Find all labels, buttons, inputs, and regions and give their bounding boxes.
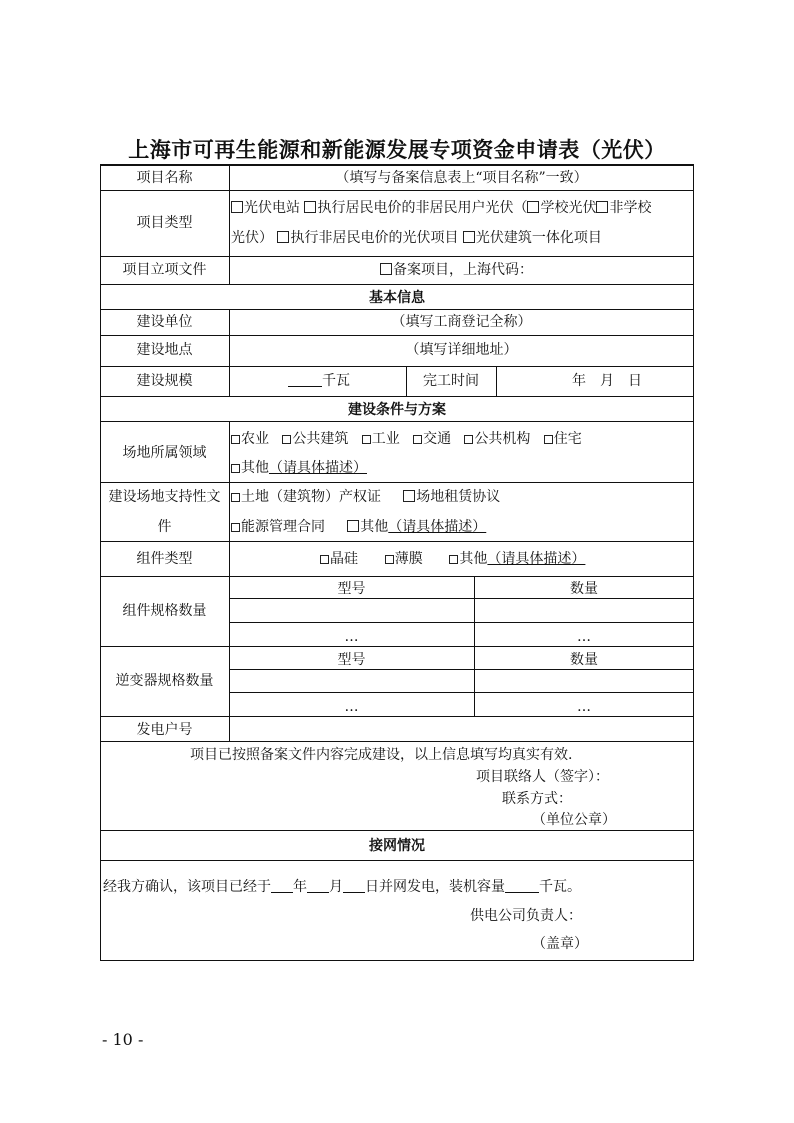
- site-domain-label: 场地所属领域: [122, 445, 207, 461]
- build-site-field[interactable]: （填写详细地址）: [405, 342, 518, 358]
- row-divider: [229, 598, 694, 599]
- checkbox[interactable]: [596, 201, 608, 213]
- row-divider: [100, 366, 694, 367]
- module-type-label: 组件类型: [136, 551, 193, 567]
- module-ellipsis-quantity: …: [577, 629, 591, 645]
- project-type-label: 项目类型: [136, 215, 193, 231]
- project-file-field[interactable]: 备案项目，上海代码：: [380, 261, 533, 279]
- checkbox[interactable]: [304, 201, 316, 213]
- module-ellipsis-model: …: [344, 629, 359, 645]
- inverter-ellipsis-model: …: [344, 699, 359, 715]
- build-scale-label: 建设规模: [136, 373, 193, 389]
- declaration-text: 项目已按照备案文件内容完成建设，以上信息填写均真实有效.: [190, 747, 573, 763]
- row-divider: [229, 669, 694, 670]
- contact-method: 联系方式：: [502, 791, 572, 807]
- table-top-border: [100, 164, 694, 166]
- row-divider: [100, 860, 694, 861]
- checkbox[interactable]: [544, 435, 553, 444]
- row-divider: [100, 335, 694, 336]
- row-divider: [229, 692, 694, 693]
- grid-stamp: （盖章）: [532, 936, 588, 952]
- checkbox[interactable]: [231, 464, 240, 473]
- support-file-options-2: 能源管理合同 其他（请具体描述）: [231, 518, 486, 536]
- row-divider: [100, 646, 694, 647]
- day-blank[interactable]: [343, 878, 365, 893]
- row-divider: [100, 482, 694, 483]
- row-divider: [100, 830, 694, 831]
- row-divider: [229, 622, 694, 623]
- page-number: - 10 -: [102, 1030, 144, 1049]
- checkbox[interactable]: [380, 263, 392, 275]
- checkbox[interactable]: [385, 555, 394, 564]
- inverter-ellipsis-quantity: …: [577, 699, 591, 715]
- checkbox[interactable]: [320, 555, 329, 564]
- checkbox[interactable]: [362, 435, 371, 444]
- basic-info-header: 基本信息: [369, 290, 425, 306]
- row-divider: [100, 396, 694, 397]
- checkbox[interactable]: [463, 231, 475, 243]
- contact-person: 项目联络人（签字）：: [476, 769, 609, 785]
- form-title: 上海市可再生能源和新能源发展专项资金申请表（光伏）: [128, 137, 666, 162]
- checkbox[interactable]: [413, 435, 422, 444]
- unit-seal: （单位公章）: [532, 812, 616, 828]
- project-name-field[interactable]: （填写与备案信息表上“项目名称”一致）: [335, 170, 588, 186]
- support-file-options-1: 土地（建筑物）产权证 场地租赁协议: [231, 488, 500, 506]
- row-divider: [100, 541, 694, 542]
- checkbox[interactable]: [231, 523, 240, 532]
- project-type-line-2: 光伏） 执行非居民电价的光伏项目 光伏建筑一体化项目: [231, 230, 602, 246]
- build-site-label: 建设地点: [136, 342, 193, 358]
- row-divider: [100, 190, 694, 191]
- site-domain-options: 农业 公共建筑 工业 交通 公共机构 住宅: [231, 430, 582, 448]
- checkbox[interactable]: [527, 201, 539, 213]
- completion-field[interactable]: 年 月 日: [572, 373, 642, 389]
- checkbox[interactable]: [464, 435, 473, 444]
- checkbox[interactable]: [403, 490, 415, 502]
- grid-header: 接网情况: [369, 838, 425, 854]
- row-divider: [100, 576, 694, 577]
- checkbox[interactable]: [231, 493, 240, 502]
- support-file-label-1: 建设场地支持性文: [108, 489, 221, 505]
- module-col-quantity: 数量: [570, 581, 598, 597]
- module-col-model: 型号: [337, 581, 366, 597]
- checkbox[interactable]: [449, 555, 458, 564]
- row-divider: [100, 284, 694, 285]
- module-type-options: 晶硅 薄膜 其他（请具体描述）: [320, 550, 585, 568]
- checkbox[interactable]: [277, 231, 289, 243]
- project-file-label: 项目立项文件: [122, 262, 207, 278]
- module-spec-label: 组件规格数量: [122, 603, 207, 619]
- cell-divider: [496, 366, 497, 396]
- build-scale-field[interactable]: 千瓦: [288, 372, 350, 390]
- inverter-col-quantity: 数量: [570, 652, 598, 668]
- build-unit-field[interactable]: （填写工商登记全称）: [391, 314, 532, 330]
- inverter-spec-label: 逆变器规格数量: [115, 673, 214, 689]
- meter-label: 发电户号: [136, 722, 193, 738]
- project-name-label: 项目名称: [136, 170, 193, 186]
- row-divider: [100, 421, 694, 422]
- checkbox[interactable]: [231, 201, 243, 213]
- build-unit-label: 建设单位: [136, 314, 193, 330]
- row-divider: [100, 309, 694, 310]
- checkbox[interactable]: [282, 435, 291, 444]
- grid-responsible: 供电公司负责人：: [470, 908, 582, 924]
- project-type-line-1: 光伏电站 执行居民电价的非居民用户光伏（ 学校光伏 非学校: [231, 199, 651, 217]
- year-blank[interactable]: [271, 878, 293, 893]
- checkbox[interactable]: [231, 435, 240, 444]
- meter-field[interactable]: [230, 717, 692, 740]
- month-blank[interactable]: [307, 878, 329, 893]
- row-divider: [100, 741, 694, 742]
- inverter-col-model: 型号: [337, 652, 366, 668]
- conditions-header: 建设条件与方案: [348, 402, 446, 418]
- checkbox[interactable]: [347, 520, 359, 532]
- table-bottom-border: [100, 960, 694, 961]
- capacity-blank[interactable]: [505, 878, 539, 893]
- completion-label: 完工时间: [423, 373, 479, 389]
- blank-line: [288, 372, 322, 387]
- site-domain-other: 其他（请具体描述）: [231, 459, 367, 477]
- grid-confirmation: 经我方确认，该项目已经于 年 月 日并网发电，装机容量 千瓦。: [103, 879, 581, 895]
- row-divider: [100, 256, 694, 257]
- support-file-label-2: 件: [157, 519, 172, 535]
